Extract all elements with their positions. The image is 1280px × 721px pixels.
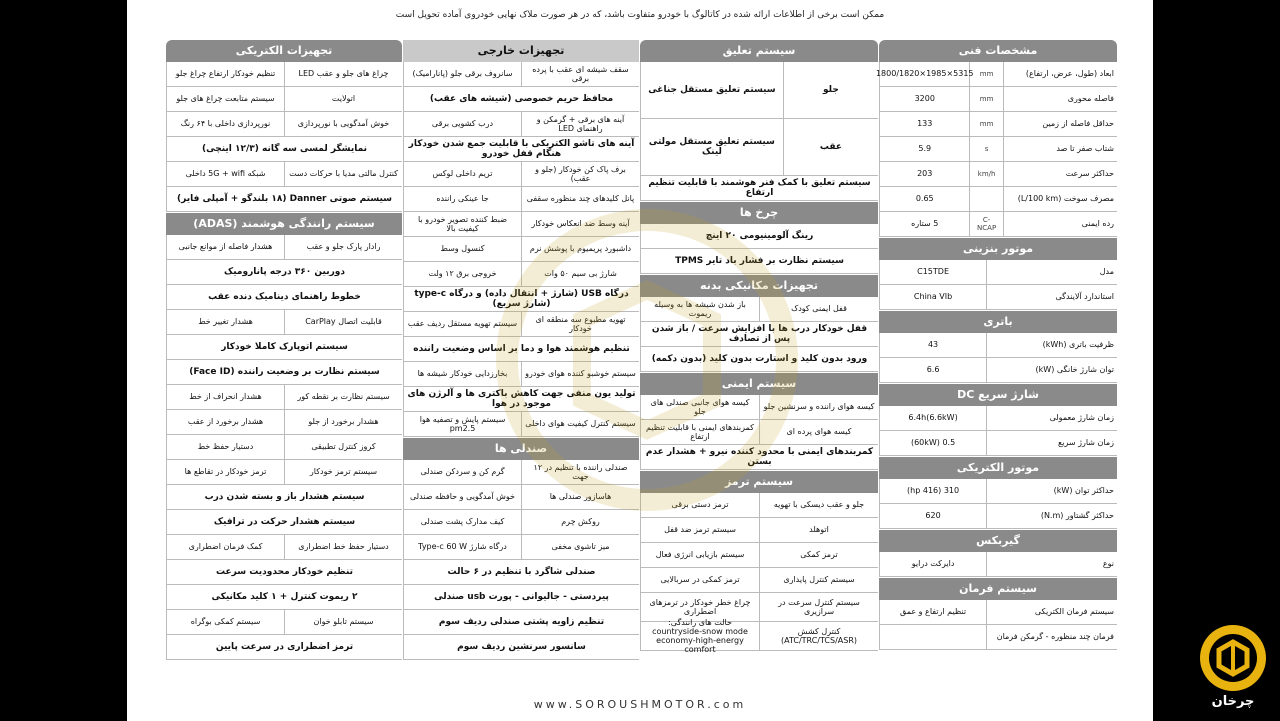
table-row xyxy=(166,385,402,410)
table-row xyxy=(403,112,639,137)
cell-value: 6.6 xyxy=(879,358,986,382)
cell-value: 3200 xyxy=(879,87,969,111)
cell-left: کنترل مالتی مدیا با حرکات دست xyxy=(284,162,402,186)
cell-left: هشدار برخورد از جلو xyxy=(284,410,402,434)
cell-right: کیسه هوای جانبی صندلی های جلو xyxy=(640,395,759,419)
table-row xyxy=(166,335,402,360)
table-row xyxy=(166,460,402,485)
section-header: موتور بنزینی xyxy=(879,238,1117,260)
table-row xyxy=(640,347,878,372)
table-row xyxy=(166,87,402,112)
table-row xyxy=(879,552,1117,577)
cell-left: سیستم کنترل سرعت در سرازیری xyxy=(759,593,878,621)
cell-value: تنظیم ارتفاع و عمق xyxy=(879,600,986,624)
table-row xyxy=(403,212,639,237)
cell-unit: s xyxy=(969,137,1002,161)
table-row xyxy=(403,535,639,560)
cell-right: کمربندهای ایمنی با قابلیت تنظیم ارتفاع xyxy=(640,420,759,444)
cell-left: کروز کنترل تطبیقی xyxy=(284,435,402,459)
cell-right: هشدار انحراف از خط xyxy=(166,385,284,409)
cell-right: هشدار فاصله از موانع جانبی xyxy=(166,235,284,259)
cell-right: ترمز خودکار در تقاطع ها xyxy=(166,460,284,484)
cell-value: 310 (416 hp) xyxy=(879,479,986,503)
table-row xyxy=(640,297,878,322)
cell-left: سیستم کنترل کیفیت هوای داخلی xyxy=(521,412,639,436)
cell-label: سیستم فرمان الکتریکی xyxy=(986,600,1117,624)
table-row xyxy=(166,435,402,460)
cell-right: درب کشویی برقی xyxy=(403,112,521,136)
cell-unit: mm xyxy=(969,62,1002,86)
cell-full: سیستم صوتی Danner (۱۸ بلندگو + آمپلی فایر) xyxy=(166,187,402,211)
cell-left: میز تاشوی مخفی xyxy=(521,535,639,559)
cell-full: رینگ آلومینیومی ۲۰ اینچ xyxy=(640,224,878,248)
table-row xyxy=(166,310,402,335)
cell-label: زمان شارژ سریع xyxy=(986,431,1117,455)
exterior-header: تجهیزات خارجی xyxy=(403,40,639,62)
cell-label: ابعاد (طول، عرض، ارتفاع) xyxy=(1003,62,1117,86)
cell-right: ترمز دستی برقی xyxy=(640,493,759,517)
cell-value: China VIb xyxy=(879,285,986,309)
cell-unit: C-NCAP xyxy=(969,212,1002,236)
table-row xyxy=(879,406,1117,431)
cell-left: پانل کلیدهای چند منظوره سقفی xyxy=(521,187,639,211)
table-row xyxy=(403,162,639,187)
table-row xyxy=(640,395,878,420)
cell-value: 0.5 (60kW) xyxy=(879,431,986,455)
cell-value: C15TDE xyxy=(879,260,986,284)
table-row xyxy=(640,224,878,249)
cell-right: سیستم تهویه مستقل ردیف عقب xyxy=(403,312,521,336)
cell-left: تهویه مطبوع سه منطقه ای خودکار xyxy=(521,312,639,336)
exterior-column xyxy=(403,40,639,688)
cell-left: چراغ های جلو و عقب LED xyxy=(284,62,402,86)
cell-left: دستیار حفظ خط اضطراری xyxy=(284,535,402,559)
cell-right: سیستم متابعت چراغ های جلو xyxy=(166,87,284,111)
table-row xyxy=(403,635,639,660)
cell-label: مدل xyxy=(986,260,1117,284)
section-header: سیستم فرمان xyxy=(879,578,1117,600)
table-row xyxy=(166,485,402,510)
table-row xyxy=(403,237,639,262)
cell-full: سیستم نظارت بر فشار باد تایر TPMS xyxy=(640,249,878,273)
cell-left: کنترل کشش (ATC/TRC/TCS/ASR) xyxy=(759,622,878,650)
notice-text: ممکن است برخی از اطلاعات ارائه شده در کاتالوگ با خودرو متفاوت باشد، که در هر صورت ملاک نهایی خودروی آماده تحویل است xyxy=(395,10,885,20)
cell-full: آینه های تاشو الکتریکی با قابلیت جمع شدن خودکار هنگام قفل خودرو xyxy=(403,137,639,161)
cell-left: سقف شیشه ای عقب با پرده برقی xyxy=(521,62,639,86)
table-row xyxy=(166,187,402,212)
table-row xyxy=(879,285,1117,310)
cell-right: ضبط کننده تصویر خودرو با کیفیت بالا xyxy=(403,212,521,236)
cell-full: پیردستی - جالیوانی - پورت usb صندلی xyxy=(403,585,639,609)
cell-right: بخارزدایی خودکار شیشه ها xyxy=(403,362,521,386)
cell-unit: mm xyxy=(969,112,1002,136)
table-row xyxy=(166,162,402,187)
cell-full: قفل خودکار درب ها با افزایش سرعت / باز شدن پس از تصادف xyxy=(640,322,878,346)
table-row xyxy=(166,235,402,260)
cell-label: زمان شارژ معمولی xyxy=(986,406,1117,430)
table-row xyxy=(166,137,402,162)
cell-right: کمک فرمان اضطراری xyxy=(166,535,284,559)
table-row xyxy=(403,262,639,287)
table-row xyxy=(166,360,402,385)
suspension-column xyxy=(640,40,878,688)
table-row xyxy=(879,187,1117,212)
cell-value: 5 ستاره xyxy=(879,212,969,236)
cell-value: 5315×1985×1800/1820 xyxy=(879,62,969,86)
brand-logo-text: چرخان xyxy=(1211,694,1255,709)
section-header: تجهیزات مکانیکی بدنه xyxy=(640,275,878,297)
table-row xyxy=(403,585,639,610)
table-row xyxy=(879,431,1117,456)
cell-left: اتولایت xyxy=(284,87,402,111)
table-row xyxy=(640,518,878,543)
table-row xyxy=(640,420,878,445)
cell-left: اتوهلد xyxy=(759,518,878,542)
cell-full: تولید یون منفی جهت کاهش باکتری ها و آلرژن های موجود در هوا xyxy=(403,387,639,411)
cell-label: استاندارد آلایندگی xyxy=(986,285,1117,309)
table-row xyxy=(640,62,878,119)
section-header: سیستم ترمز xyxy=(640,471,878,493)
cell-unit: mm xyxy=(969,87,1002,111)
cell-right: باز شدن شیشه ها به وسیله ریموت xyxy=(640,297,759,321)
section-header: صندلی ها xyxy=(403,438,639,460)
table-row xyxy=(403,62,639,87)
cell-value: 620 xyxy=(879,504,986,528)
table-row xyxy=(166,285,402,310)
cell-full: سیستم هشدار باز و بسته شدن درب xyxy=(166,485,402,509)
cell-right: ترمز کمکی در سربالایی xyxy=(640,568,759,592)
table-row xyxy=(640,543,878,568)
cell-left: سیستم ترمز خودکار xyxy=(284,460,402,484)
table-row xyxy=(166,560,402,585)
electrical-header: تجهیزات الکتریکی xyxy=(166,40,402,62)
table-row xyxy=(879,87,1117,112)
table-row xyxy=(166,585,402,610)
table-row xyxy=(403,312,639,337)
electrical-column xyxy=(166,40,402,688)
cell-value: سیستم تعلیق مستقل جناغی xyxy=(640,62,783,118)
table-row xyxy=(640,322,878,347)
cell-right: کنسول وسط xyxy=(403,237,521,261)
cell-right: سانروف برقی جلو (پانارامیک) xyxy=(403,62,521,86)
electrical-rows xyxy=(166,62,402,660)
table-row xyxy=(403,337,639,362)
cell-value: 133 xyxy=(879,112,969,136)
cell-full: تنظیم خودکار محدودیت سرعت xyxy=(166,560,402,584)
tech-column xyxy=(875,40,1117,688)
table-row xyxy=(879,162,1117,187)
cell-full: ۲ ریموت کنترل + ۱ کلید مکانیکی xyxy=(166,585,402,609)
section-header: شارژ سریع DC xyxy=(879,384,1117,406)
cell-label: جلو xyxy=(783,62,878,118)
section-header: باتری xyxy=(879,311,1117,333)
table-row xyxy=(640,617,878,655)
table-row xyxy=(166,535,402,560)
cell-value: 0.65 xyxy=(879,187,969,211)
table-row xyxy=(403,485,639,510)
section-header: گیربکس xyxy=(879,530,1117,552)
section-header: سیستم رانندگی هوشمند (ADAS) xyxy=(166,213,402,235)
cell-right: سیستم ترمز ضد قفل xyxy=(640,518,759,542)
cell-right: شبکه 5G + wifi داخلی xyxy=(166,162,284,186)
table-row xyxy=(166,510,402,535)
cell-full: دوربین ۳۶۰ درجه پانارومیک xyxy=(166,260,402,284)
cell-right: سیستم پایش و تصفیه هوا pm2.5 xyxy=(403,412,521,436)
brand-logo-icon xyxy=(1197,622,1269,694)
cell-right: خوش آمدگویی و حافظه صندلی xyxy=(403,485,521,509)
cell-full: سیستم هشدار حرکت در ترافیک xyxy=(166,510,402,534)
section-header: سیستم ایمنی xyxy=(640,373,878,395)
cell-right: گرم کن و سردکن صندلی xyxy=(403,460,521,484)
cell-full: سیستم اتوپارک کاملا خودکار xyxy=(166,335,402,359)
table-row xyxy=(403,287,639,312)
cell-right: کیف مدارک پشت صندلی xyxy=(403,510,521,534)
table-row xyxy=(166,610,402,635)
cell-label: شتاب صفر تا صد xyxy=(1003,137,1117,161)
table-row xyxy=(403,137,639,162)
cell-full: سیستم نظارت بر وضعیت راننده (Face ID) xyxy=(166,360,402,384)
cell-right: هشدار تغییر خط xyxy=(166,310,284,334)
cell-right: سیستم بازیابی انرژی فعال xyxy=(640,543,759,567)
cell-label: توان شارژ خانگی (kW) xyxy=(986,358,1117,382)
cell-left: کیسه هوای راننده و سرنشین جلو xyxy=(759,395,878,419)
cell-right: چراغ خطر خودکار در ترمزهای اضطراری xyxy=(640,593,759,621)
table-row xyxy=(879,112,1117,137)
footer-website: www.SOROUSHMOTOR.com xyxy=(533,698,747,711)
cell-full: ورود بدون کلید و استارت بدون کلید (بدون دکمه) xyxy=(640,347,878,371)
table-row xyxy=(879,600,1117,625)
cell-value: 43 xyxy=(879,333,986,357)
cell-left: صندلی راننده با تنظیم در ۱۲ جهت xyxy=(521,460,639,484)
cell-left: ترمز کمکی xyxy=(759,543,878,567)
cell-value: سیستم تعلیق مستقل مولتی لینک xyxy=(640,119,783,175)
table-row xyxy=(166,410,402,435)
cell-left: روکش چرم xyxy=(521,510,639,534)
table-row xyxy=(879,625,1117,650)
cell-value: دایرکت درایو xyxy=(879,552,986,576)
cell-value: 5.9 xyxy=(879,137,969,161)
cell-left: شارژ بی سیم ۵۰ وات xyxy=(521,262,639,286)
cell-left: سیستم کنترل پایداری xyxy=(759,568,878,592)
cell-full: محافظ حریم خصوصی (شیشه های عقب) xyxy=(403,87,639,111)
cell-left: سیستم نظارت بر نقطه کور xyxy=(284,385,402,409)
cell-left: آینه های برقی + گرمکن و راهنمای LED xyxy=(521,112,639,136)
cell-full: نمایشگر لمسی سه گانه (۱۲/۳ اینچی) xyxy=(166,137,402,161)
cell-label: نوع xyxy=(986,552,1117,576)
cell-left: برف پاک کن خودکار (جلو و عقب) xyxy=(521,162,639,186)
cell-label: حداقل فاصله از زمین xyxy=(1003,112,1117,136)
table-row xyxy=(879,137,1117,162)
cell-left: خوش آمدگویی با نورپردازی xyxy=(284,112,402,136)
cell-left: سیستم تابلو خوان xyxy=(284,610,402,634)
cell-right: هشدار برخورد از عقب xyxy=(166,410,284,434)
cell-value xyxy=(879,625,986,649)
cell-right: حالت های رانندگی: countryside-snow mode economy-high-energy comfort xyxy=(640,622,759,650)
table-row xyxy=(403,187,639,212)
cell-right: خروجی برق ۱۲ ولت xyxy=(403,262,521,286)
cell-right: جا عینکی راننده xyxy=(403,187,521,211)
cell-right: تنظیم خودکار ارتفاع چراغ جلو xyxy=(166,62,284,86)
table-row xyxy=(640,493,878,518)
cell-left: قفل ایمنی کودک xyxy=(759,297,878,321)
table-row xyxy=(875,62,1117,87)
cell-full: تنظیم زاویه پشتی صندلی ردیف سوم xyxy=(403,610,639,634)
table-row xyxy=(403,387,639,412)
cell-value: 6.4h(6.6kW) xyxy=(879,406,986,430)
cell-full: کمربندهای ایمنی با محدود کننده نیرو + هشدار عدم بستن xyxy=(640,445,878,469)
tech-rows xyxy=(875,62,1117,650)
table-row xyxy=(166,260,402,285)
table-row xyxy=(403,412,639,437)
cell-value: 203 xyxy=(879,162,969,186)
cell-label: فاصله محوری xyxy=(1003,87,1117,111)
table-row xyxy=(640,249,878,274)
cell-unit xyxy=(969,187,1002,211)
table-row xyxy=(879,212,1117,237)
cell-right: دستیار حفظ خط xyxy=(166,435,284,459)
section-header: موتور الکتریکی xyxy=(879,457,1117,479)
table-row xyxy=(403,610,639,635)
cell-unit: km/h xyxy=(969,162,1002,186)
cell-full: ترمز اضطراری در سرعت پایین xyxy=(166,635,402,659)
cell-right: تریم داخلی لوکس xyxy=(403,162,521,186)
table-row xyxy=(166,635,402,660)
cell-full: سیستم تعلیق با کمک فنر هوشمند با قابلیت تنظیم ارتفاع xyxy=(640,176,878,200)
table-row xyxy=(166,112,402,137)
table-row xyxy=(640,568,878,593)
cell-right: درگاه شارژ Type-c 60 W xyxy=(403,535,521,559)
table-row xyxy=(403,362,639,387)
cell-label: حداکثر توان (kW) xyxy=(986,479,1117,503)
cell-label: حداکثر سرعت xyxy=(1003,162,1117,186)
cell-left: قابلیت اتصال CarPlay xyxy=(284,310,402,334)
table-row xyxy=(640,445,878,470)
table-row xyxy=(640,176,878,201)
cell-label: فرمان چند منظوره - گرمکن فرمان xyxy=(986,625,1117,649)
cell-right: نورپردازی داخلی با ۶۴ رنگ xyxy=(166,112,284,136)
table-row xyxy=(403,510,639,535)
table-row xyxy=(879,358,1117,383)
cell-label: عقب xyxy=(783,119,878,175)
tech-header: مشخصات فنی xyxy=(879,40,1117,62)
cell-left: آینه وسط ضد انعکاس خودکار xyxy=(521,212,639,236)
table-row xyxy=(403,87,639,112)
table-row xyxy=(403,560,639,585)
table-row xyxy=(879,504,1117,529)
cell-right: سیستم کمکی بوگراه xyxy=(166,610,284,634)
section-header: چرخ ها xyxy=(640,202,878,224)
cell-left: داشبورد پریمیوم با پوشش نرم xyxy=(521,237,639,261)
spec-sheet xyxy=(127,0,1153,721)
cell-full: سانسور سرنشین ردیف سوم xyxy=(403,635,639,659)
cell-left: کیسه هوای پرده ای xyxy=(759,420,878,444)
cell-left: رادار پارک جلو و عقب xyxy=(284,235,402,259)
cell-label: مصرف سوخت (L/100 km) xyxy=(1003,187,1117,211)
cell-full: خطوط راهنمای دینامیک دنده عقب xyxy=(166,285,402,309)
cell-label: ظرفیت باتری (kWh) xyxy=(986,333,1117,357)
cell-full: صندلی شاگرد با تنظیم در ۶ حالت xyxy=(403,560,639,584)
table-row xyxy=(403,460,639,485)
table-row xyxy=(879,260,1117,285)
table-row xyxy=(879,479,1117,504)
cell-label: حداکثر گشتاور (N.m) xyxy=(986,504,1117,528)
suspension-header: سیستم تعلیق xyxy=(640,40,878,62)
cell-label: رده ایمنی xyxy=(1003,212,1117,236)
table-row xyxy=(879,333,1117,358)
table-row xyxy=(640,119,878,176)
cell-left: هاسازور صندلی ها xyxy=(521,485,639,509)
exterior-rows xyxy=(403,62,639,660)
table-row xyxy=(166,62,402,87)
suspension-rows xyxy=(640,62,878,655)
cell-full: تنظیم هوشمند هوا و دما بر اساس وضعیت راننده xyxy=(403,337,639,361)
cell-left: جلو و عقب دیسکی با تهویه xyxy=(759,493,878,517)
cell-full: درگاه USB (شارژ + انتقال داده) و درگاه type-c (شارژ سریع) xyxy=(403,287,639,311)
cell-left: سیستم خوشبو کننده هوای خودرو xyxy=(521,362,639,386)
